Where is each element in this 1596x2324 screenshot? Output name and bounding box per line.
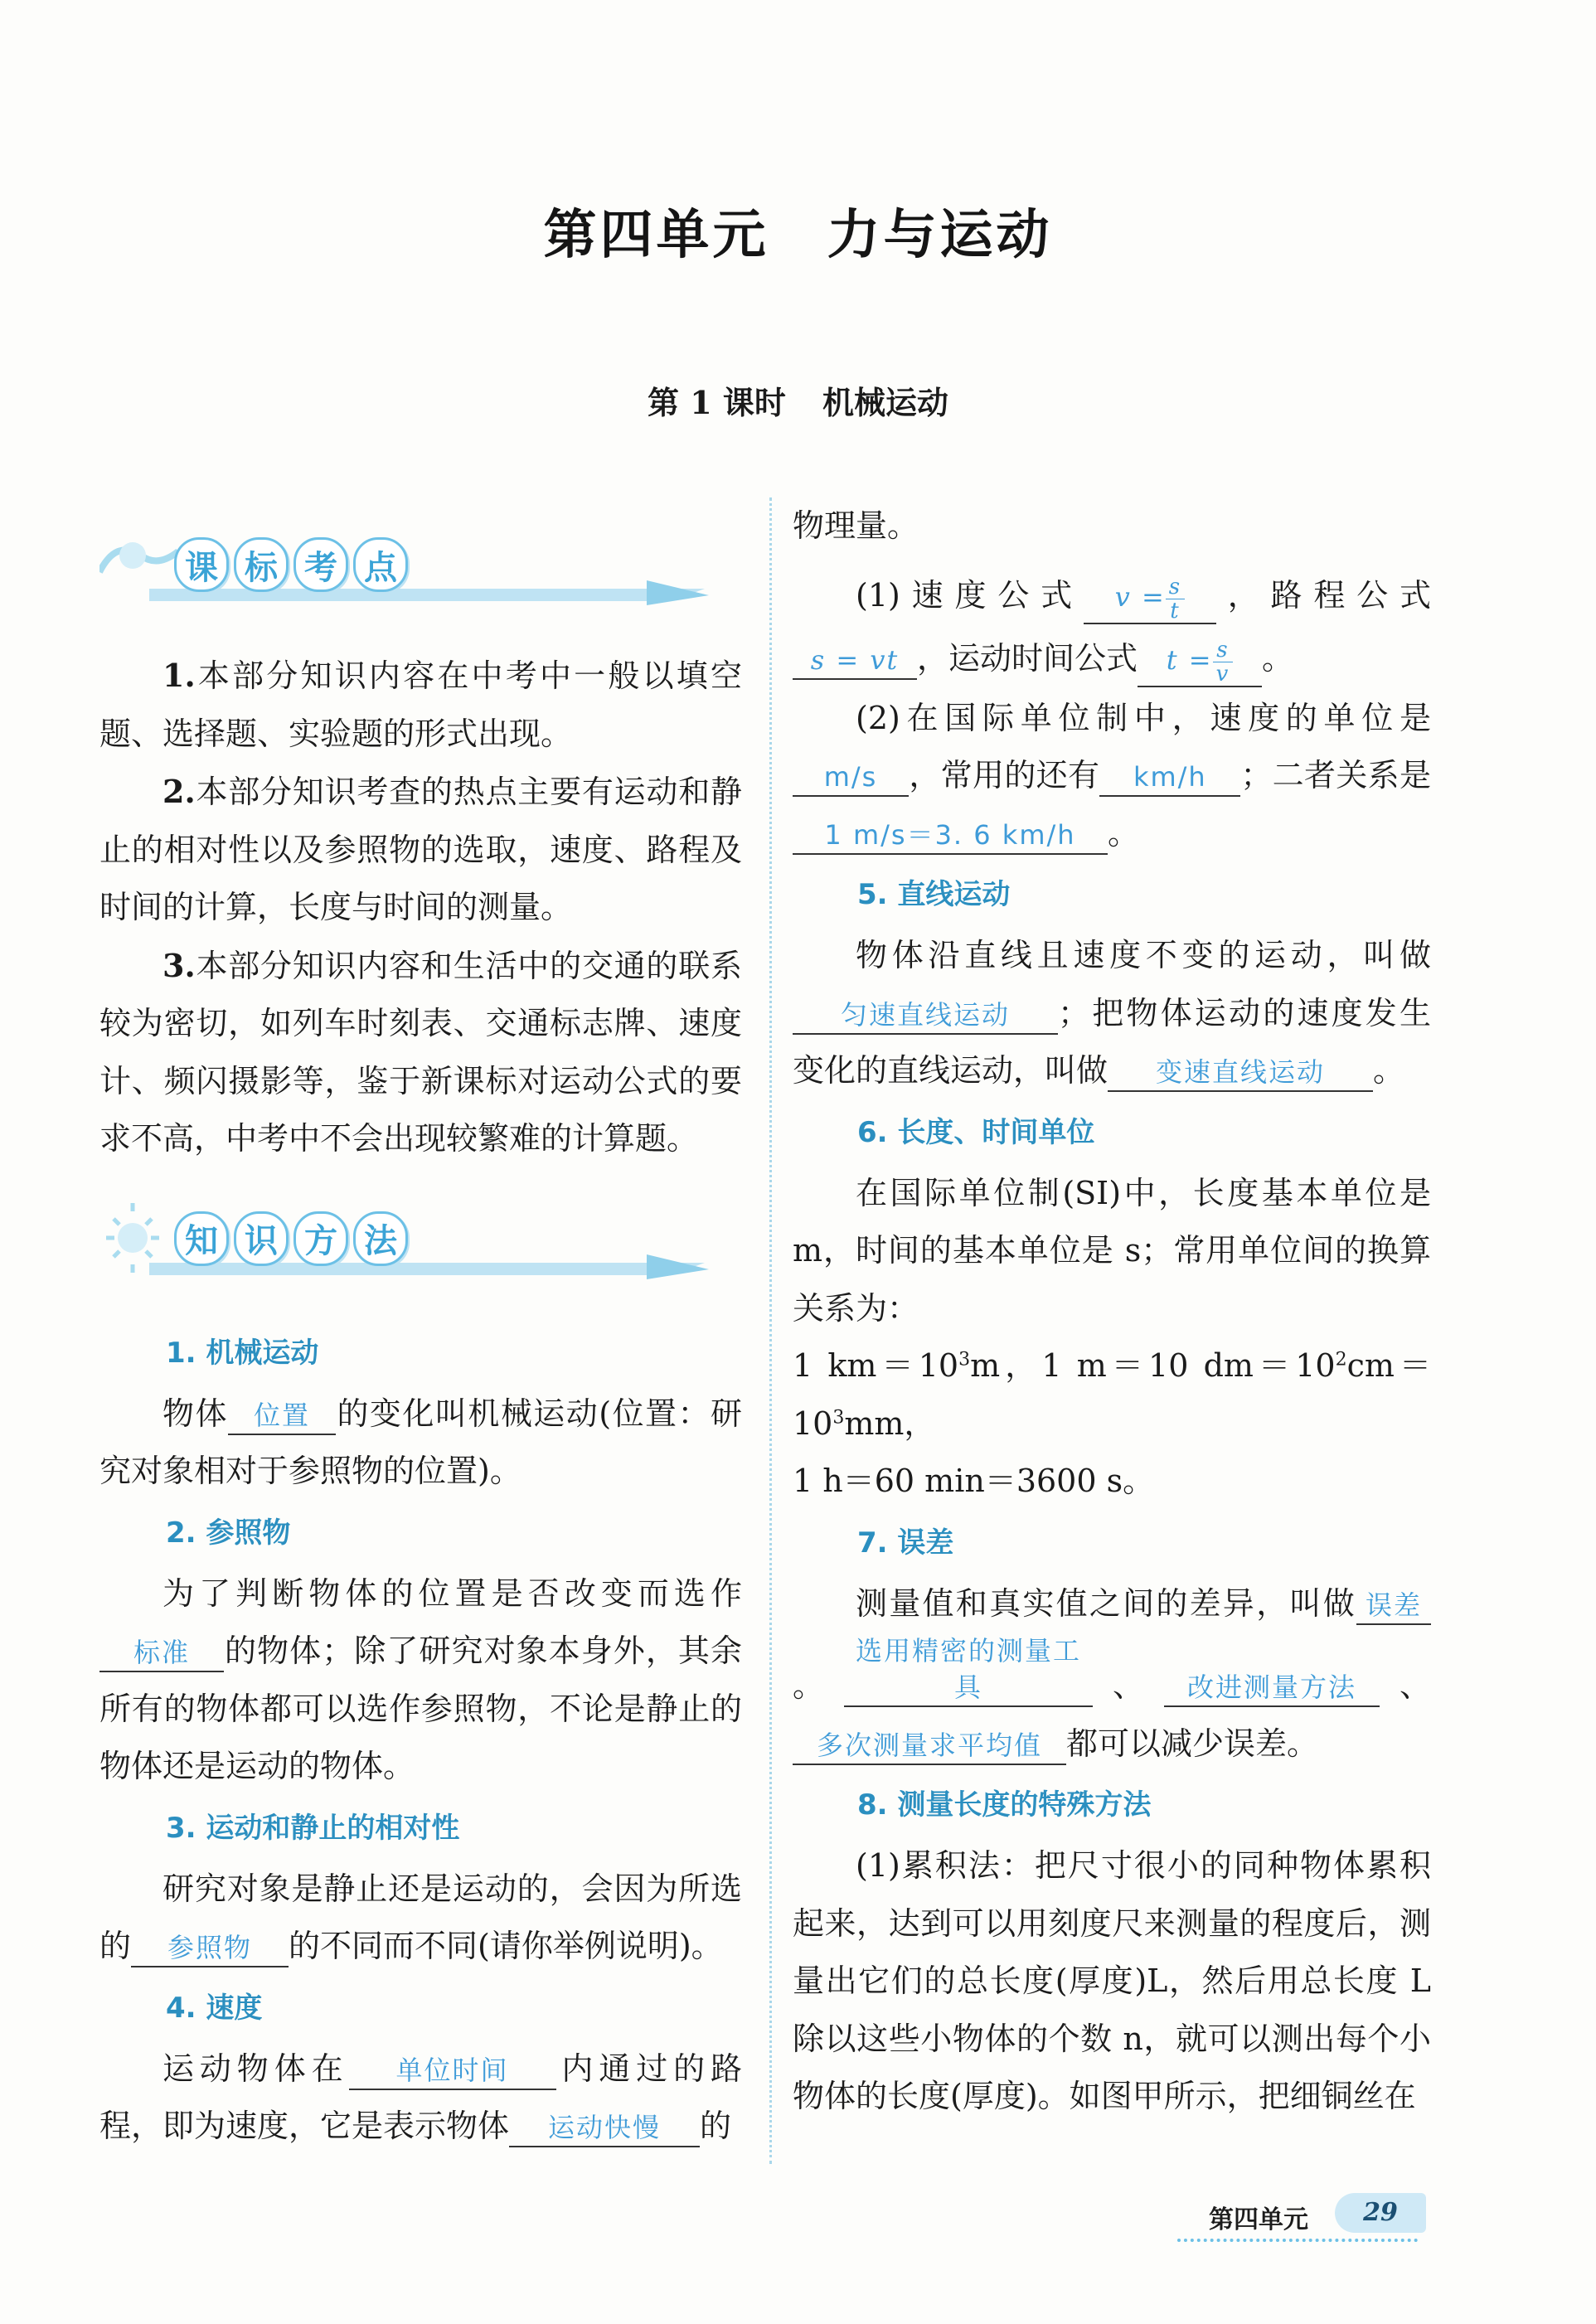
formula-lhs: v = <box>1114 580 1166 613</box>
formula-lhs: t = <box>1166 643 1213 676</box>
section-heading: 8. 测量长度的特殊方法 <box>857 1788 1152 1822</box>
answer-blank: 匀速直线运动 <box>793 997 1058 1035</box>
formula-paragraph <box>793 564 1431 690</box>
text: 运动物体在 <box>163 2050 349 2087</box>
kp-text: 本部分知识内容和生活中的交通的联系较为密切，如列车时刻表、交通标志牌、速度计、频闪摄影等，鉴于新课标对运动公式的要求不高，中考中不会出现较繁难的计算题。 <box>99 947 742 1157</box>
banner1-char: 点 <box>353 537 408 592</box>
exponent: 3 <box>958 1349 971 1371</box>
section-paragraph <box>99 1861 742 1976</box>
answer-blank: 单位时间 <box>349 2052 556 2090</box>
answer-blank: 误差 <box>1356 1587 1431 1625</box>
section-heading: 4. 速度 <box>166 1991 263 2025</box>
kp-number: 1. <box>163 657 196 694</box>
banner2-char: 方 <box>293 1211 348 1266</box>
section-paragraph <box>99 1385 742 1501</box>
page-number: 29 <box>1335 2193 1426 2233</box>
section-paragraph <box>793 1575 1431 1773</box>
right-column <box>793 497 1431 2126</box>
answer-blank: 变速直线运动 <box>1108 1054 1373 1092</box>
section-paragraph <box>99 2040 742 2156</box>
fraction-denominator: t <box>1170 598 1181 623</box>
footer-unit-label: 第四单元 <box>1209 2205 1308 2234</box>
fraction-numerator: s <box>1213 638 1234 662</box>
text: (1)速度公式 <box>856 576 1084 614</box>
answer-blank: 标准 <box>99 1634 224 1672</box>
answer-blank <box>1138 638 1262 687</box>
footer-dots <box>1177 2239 1418 2242</box>
text: 都可以减少误差。 <box>1066 1725 1319 1762</box>
kp-paragraph <box>99 763 742 937</box>
section-heading: 3. 运动和静止的相对性 <box>166 1811 460 1845</box>
lesson-title <box>0 377 1596 423</box>
fraction-numerator: s <box>1166 575 1185 599</box>
text: cm＝10 <box>793 1347 1432 1442</box>
exponent: 3 <box>832 1406 845 1428</box>
answer-blank: 多次测量求平均值 <box>793 1727 1066 1765</box>
kp-paragraph <box>99 647 742 763</box>
text: ，运动时间公式 <box>917 639 1138 677</box>
kp-paragraph <box>99 937 742 1168</box>
banner-curriculum-points <box>99 522 742 614</box>
section-heading: 7. 误差 <box>857 1526 954 1560</box>
section-paragraph: (1)累积法：把尺寸很小的同种物体累积起来，达到可以用刻度尺来测量的程度后，测量出它们的总长度(厚度)L，然后用总长度 L 除以这些小物体的个数 n，就可以测出每个小物体的长度(厚度)。如图甲所示，把细铜丝在 <box>793 1847 1431 2114</box>
banner1-char: 课 <box>174 537 229 592</box>
text: 内通过的路程，即为速度，它是表示物体 <box>99 2050 742 2144</box>
section-heading: 2. 参照物 <box>166 1516 291 1550</box>
fraction-denominator: v <box>1215 661 1230 687</box>
kp-text: 本部分知识考查的热点主要有运动和静止的相对性以及参照物的选取，速度、路程及时间的计算，长度与时间的测量。 <box>99 774 742 925</box>
text: 测量值和真实值之间的差异，叫做 <box>856 1584 1356 1622</box>
text: 的 <box>700 2108 732 2144</box>
text: 为了判断物体的位置是否改变而选作 <box>163 1574 742 1612</box>
lesson-number: 第 1 课时 <box>648 384 786 421</box>
continued-text: 物理量。 <box>793 507 919 544</box>
banner2-char: 法 <box>353 1211 408 1266</box>
lesson-name: 机械运动 <box>822 384 948 421</box>
unit-paragraph <box>793 690 1431 863</box>
text: 的物体；除了研究对象本身外，其余所有的物体都可以选作参照物，不论是静止的物体还是运动的物体。 <box>99 1633 742 1784</box>
text: 、 <box>1093 1667 1164 1704</box>
unit-title-name: 力与运动 <box>827 205 1053 266</box>
banner1-char: 标 <box>234 537 289 592</box>
text: ，常用的还有 <box>909 757 1100 793</box>
section-heading: 5. 直线运动 <box>857 878 1011 911</box>
text: 研究对象是静止还是运动的，会因为所选的 <box>99 1870 742 1964</box>
section-paragraph <box>793 927 1431 1100</box>
answer-blank: 选用精密的测量工具 <box>844 1633 1093 1707</box>
unit-conversion-line: 1 h＝60 min＝3600 s。 <box>793 1463 1155 1499</box>
text: 的变化叫机械运动(位置：研究对象相对于参照物的位置)。 <box>99 1395 742 1489</box>
text: 、 <box>1379 1667 1431 1704</box>
answer-blank: m/s <box>793 759 909 797</box>
banner2-char: 识 <box>234 1211 289 1266</box>
text: mm， <box>844 1405 936 1442</box>
answer-blank <box>1084 575 1216 624</box>
text: 的不同而不同(请你举例说明)。 <box>289 1928 723 1964</box>
exponent: 2 <box>1335 1349 1347 1371</box>
text: 。 <box>1373 1052 1405 1089</box>
text: 物体 <box>163 1395 228 1432</box>
text: ；把物体运动的速度发生变化的直线运动，叫做 <box>793 994 1431 1089</box>
answer-blank: 运动快慢 <box>509 2109 700 2147</box>
text: (2)在国际单位制中，速度的单位是 <box>856 699 1431 736</box>
fraction <box>1213 638 1234 686</box>
kp-text: 本部分知识内容在中考中一般以填空题、选择题、实验题的形式出现。 <box>99 657 742 752</box>
banner1-char: 考 <box>293 537 348 592</box>
answer-blank: km/h <box>1099 759 1240 797</box>
unit-conversion-line <box>793 1337 1431 1453</box>
answer-blank: 参照物 <box>131 1929 289 1967</box>
text: 。 <box>793 1667 844 1704</box>
unit-title <box>0 192 1596 269</box>
text: 。 <box>1262 639 1294 677</box>
section-heading: 6. 长度、时间单位 <box>857 1115 1095 1149</box>
unit-title-number: 第四单元 <box>543 205 769 266</box>
left-column <box>99 497 742 2156</box>
text: ，路程公式 <box>1215 576 1431 614</box>
banner2-char: 知 <box>174 1211 229 1266</box>
kp-number: 2. <box>163 773 196 810</box>
text: 1 km＝10 <box>793 1347 959 1384</box>
kp-number: 3. <box>163 946 196 984</box>
section-paragraph: 在国际单位制(SI)中，长度基本单位是m，时间的基本单位是 s；常用单位间的换算关系为： <box>793 1174 1431 1327</box>
text: m，1 m＝10 dm＝10 <box>970 1347 1336 1384</box>
answer-blank: 位置 <box>228 1397 336 1435</box>
section-heading: 1. 机械运动 <box>166 1336 319 1370</box>
banner-knowledge-methods <box>99 1196 742 1288</box>
fraction <box>1166 575 1185 623</box>
text: 物体沿直线且速度不变的运动，叫做 <box>856 937 1431 973</box>
answer-blank: 1 m/s＝3. 6 km/h <box>793 817 1108 855</box>
answer-blank: s = vt <box>793 642 917 680</box>
text: ；二者关系是 <box>1240 757 1431 793</box>
section-paragraph <box>99 1565 742 1796</box>
column-divider <box>769 497 772 2164</box>
answer-blank: 改进测量方法 <box>1164 1669 1380 1707</box>
text: 。 <box>1108 814 1140 851</box>
